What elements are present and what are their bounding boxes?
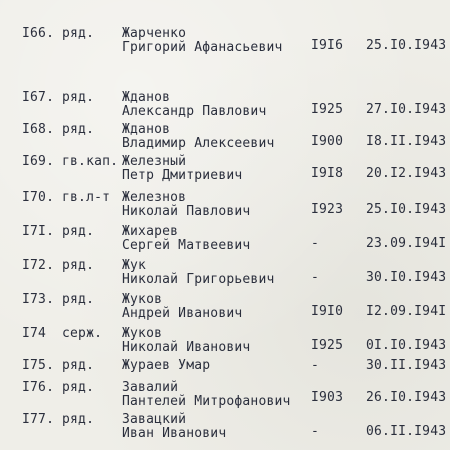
entry-rank: ряд. xyxy=(62,380,95,395)
entry-date: I2.09.I94I xyxy=(366,304,447,319)
entry-birth-year: - xyxy=(311,236,320,251)
list-item xyxy=(0,190,450,220)
entry-date: 20.I2.I943 xyxy=(366,166,447,181)
entry-rank: ряд. xyxy=(62,358,95,373)
list-item xyxy=(0,122,450,152)
entry-given-name: Владимир Алексеевич xyxy=(122,136,275,151)
list-item xyxy=(0,154,450,184)
entry-surname: Завалий xyxy=(122,380,179,395)
entry-rank: ряд. xyxy=(62,122,95,137)
list-item xyxy=(0,26,450,56)
entry-date: I8.II.I943 xyxy=(366,134,447,149)
entry-given-name: Пантелей Митрофанович xyxy=(122,394,291,409)
entry-date: 06.II.I943 xyxy=(366,424,447,439)
entry-birth-year: I900 xyxy=(311,134,344,149)
entry-surname: Завацкий xyxy=(122,412,187,427)
entry-rank: ряд. xyxy=(62,292,95,307)
entry-surname: Железный xyxy=(122,154,187,169)
entry-number: I70. xyxy=(22,190,55,205)
entry-rank: ряд. xyxy=(62,258,95,273)
entry-given-name: Григорий Афанасьевич xyxy=(122,40,283,55)
list-item xyxy=(0,224,450,254)
entry-given-name: Николай Иванович xyxy=(122,340,251,355)
entry-number: I66. xyxy=(22,26,55,41)
list-item xyxy=(0,412,450,442)
entry-date: 23.09.I94I xyxy=(366,236,447,251)
list-item xyxy=(0,292,450,322)
entry-date: 30.I0.I943 xyxy=(366,270,447,285)
entry-birth-year: - xyxy=(311,358,320,373)
entry-birth-year: I925 xyxy=(311,338,344,353)
entry-number: I74 xyxy=(22,326,47,341)
entry-date: 0I.I0.I943 xyxy=(366,338,447,353)
entry-rank: ряд. xyxy=(62,26,95,41)
entry-surname: Жарченко xyxy=(122,26,187,41)
entry-given-name: Петр Дмитриевич xyxy=(122,168,243,183)
entry-number: I7I. xyxy=(22,224,55,239)
entry-number: I75. xyxy=(22,358,55,373)
entry-rank: серж. xyxy=(62,326,103,341)
entry-given-name: Александр Павлович xyxy=(122,104,267,119)
list-item xyxy=(0,380,450,410)
entry-surname: Жук xyxy=(122,258,147,273)
entry-surname: Железнов xyxy=(122,190,187,205)
list-item xyxy=(0,90,450,120)
entry-birth-year: I903 xyxy=(311,390,344,405)
entry-date: 27.I0.I943 xyxy=(366,102,447,117)
entry-number: I69. xyxy=(22,154,55,169)
entry-birth-year: I923 xyxy=(311,202,344,217)
entry-rank: гв.кап. xyxy=(62,154,119,169)
entry-rank: ряд. xyxy=(62,412,95,427)
entry-surname: Жуков xyxy=(122,292,163,307)
entry-number: I72. xyxy=(22,258,55,273)
entry-rank: гв.л-т xyxy=(62,190,111,205)
entry-date: 25.I0.I943 xyxy=(366,38,447,53)
entry-given-name: Андрей Иванович xyxy=(122,306,243,321)
entry-date: 26.I0.I943 xyxy=(366,390,447,405)
entry-given-name: Сергей Матвеевич xyxy=(122,238,251,253)
entry-number: I68. xyxy=(22,122,55,137)
entry-birth-year: I9I6 xyxy=(311,38,344,53)
list-item xyxy=(0,258,450,288)
entry-given-name: Николай Григорьевич xyxy=(122,272,275,287)
entry-date: 30.II.I943 xyxy=(366,358,447,373)
entry-rank: ряд. xyxy=(62,90,95,105)
entry-surname: Жураев Умар xyxy=(122,358,211,373)
entry-given-name: Иван Иванович xyxy=(122,426,227,441)
entry-surname: Жихарев xyxy=(122,224,179,239)
entry-number: I73. xyxy=(22,292,55,307)
entry-birth-year: I9I0 xyxy=(311,304,344,319)
list-item xyxy=(0,326,450,356)
entry-number: I67. xyxy=(22,90,55,105)
entry-surname: Жуков xyxy=(122,326,163,341)
entry-birth-year: - xyxy=(311,270,320,285)
entry-surname: Жданов xyxy=(122,90,171,105)
entry-date: 25.I0.I943 xyxy=(366,202,447,217)
entry-birth-year: I9I8 xyxy=(311,166,344,181)
entry-rank: ряд. xyxy=(62,224,95,239)
entry-given-name: Николай Павлович xyxy=(122,204,251,219)
entry-number: I76. xyxy=(22,380,55,395)
entry-surname: Жданов xyxy=(122,122,171,137)
entry-birth-year: I925 xyxy=(311,102,344,117)
entry-birth-year: - xyxy=(311,424,320,439)
entry-number: I77. xyxy=(22,412,55,427)
